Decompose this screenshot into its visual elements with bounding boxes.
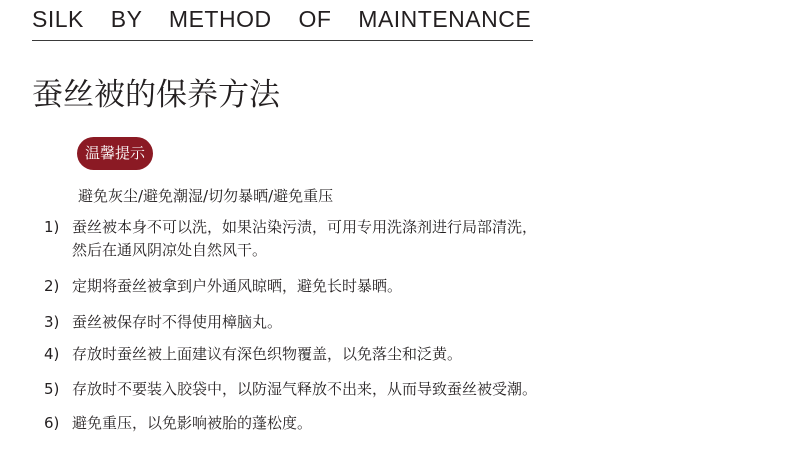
step-text: [72, 311, 632, 334]
step-number: 3): [44, 313, 60, 331]
step-text: [72, 343, 632, 366]
tip-summary: 避免灰尘/避免潮湿/切勿暴晒/避免重压: [78, 187, 334, 205]
step-line: 定期将蚕丝被拿到户外通风晾晒，避免长时暴晒。: [72, 277, 403, 295]
step-text: [72, 216, 632, 262]
step-item: [44, 311, 632, 334]
step-number: 4): [44, 345, 60, 363]
step-text: [72, 275, 632, 298]
step-number: 1): [44, 218, 60, 236]
page-title: 蚕丝被的保养方法: [32, 76, 280, 113]
step-item: [44, 275, 632, 298]
step-line: 蚕丝被保存时不得使用樟脑丸。: [72, 313, 283, 331]
step-item: [44, 378, 632, 401]
step-item: [44, 412, 632, 435]
step-line: 避免重压，以免影响被胎的蓬松度。: [72, 414, 313, 432]
step-number: 2): [44, 277, 60, 295]
english-heading: SILK BY METHOD OF MAINTENANCE: [32, 6, 532, 32]
step-text: [72, 412, 632, 435]
step-text: [72, 378, 632, 401]
step-line: 存放时蚕丝被上面建议有深色织物覆盖，以免落尘和泛黄。: [72, 345, 463, 363]
heading-divider: [32, 40, 533, 41]
step-item: [44, 343, 632, 366]
step-line: 存放时不要装入胶袋中，以防湿气释放不出来，从而导致蚕丝被受潮。: [72, 380, 538, 398]
step-item: [44, 216, 632, 262]
step-number: 6): [44, 414, 60, 432]
step-line: 蚕丝被本身不可以洗，如果沾染污渍，可用专用洗涤剂进行局部清洗，: [72, 218, 538, 236]
step-number: 5): [44, 380, 60, 398]
step-line: 然后在通风阴凉处自然风干。: [72, 241, 268, 259]
tip-badge: 温馨提示: [77, 137, 153, 170]
